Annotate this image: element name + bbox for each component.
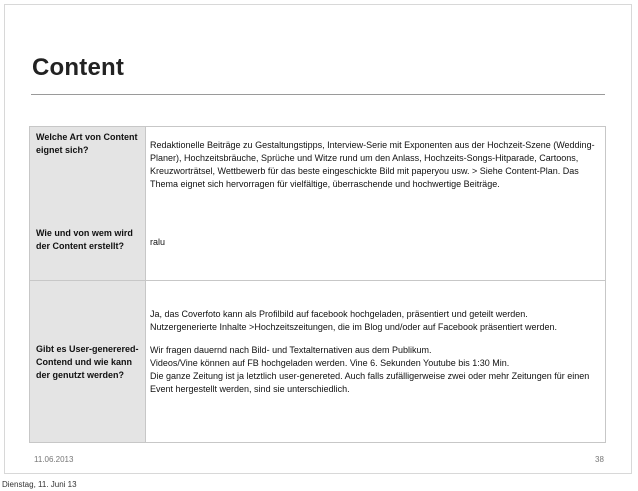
slide-caption: Dienstag, 11. Juni 13 [2, 480, 77, 489]
question-content-creation: Wie und von wem wird der Content erstellt? [36, 228, 133, 251]
answer-content-creation: ralu [150, 237, 166, 247]
answer-cell [146, 127, 606, 281]
content-table [29, 126, 606, 443]
table-row [30, 127, 606, 281]
slide-title: Content [32, 54, 125, 81]
table-row [30, 281, 606, 443]
answer-user-generated [150, 308, 599, 396]
footer-date: 11.06.2013 [34, 455, 74, 464]
title-divider [31, 94, 605, 95]
question-content-type: Welche Art von Content eignet sich? [36, 132, 138, 155]
question-user-generated: Gibt es User-generered-Contend und wie kann der genutzt werden? [36, 344, 139, 380]
answer-cell [146, 281, 606, 443]
page-number: 38 [595, 455, 604, 464]
answer-content-type: Redaktionelle Beiträge zu Gestaltungstipps, Interview-Serie mit Exponenten aus der Hochzeit-Szene (Wedding-Planer), Hochzeitsbräuche, Sprüche und Witze rund um den Anlass, Hochzeits-Songs-Hitparade, Cartoons, Kreuzworträtsel, Wettbewerb für das beste eingeschickte Bild mit paperyou usw. > Siehe Content-Plan. Das Thema eignet sich hervorragen für vielfältige, überraschende und hochwertige Beiträge. [150, 140, 595, 189]
question-cell [30, 127, 146, 281]
answer-paragraph: Ja, das Coverfoto kann als Profilbild auf facebook hochgeladen, präsentiert und geteilt werden. Nutzergenerierte Inhalte >Hochzeitszeitungen, die im Blog und/oder auf Facebook präsentiert werden. [150, 309, 557, 332]
answer-paragraph: Wir fragen dauernd nach Bild- und Textalternativen aus dem Publikum. Videos/Vine können auf FB hochgeladen werden. Vine 6. Sekunden Youtube bis 1:30 Min. Die ganze Zeitung ist ja letztlich user-genereted. Auch falls zufälligerweise zwei oder mehr Zeitungen für einen Event hergestellt werden, sind sie unterschiedlich. [150, 345, 590, 394]
question-cell [30, 281, 146, 443]
